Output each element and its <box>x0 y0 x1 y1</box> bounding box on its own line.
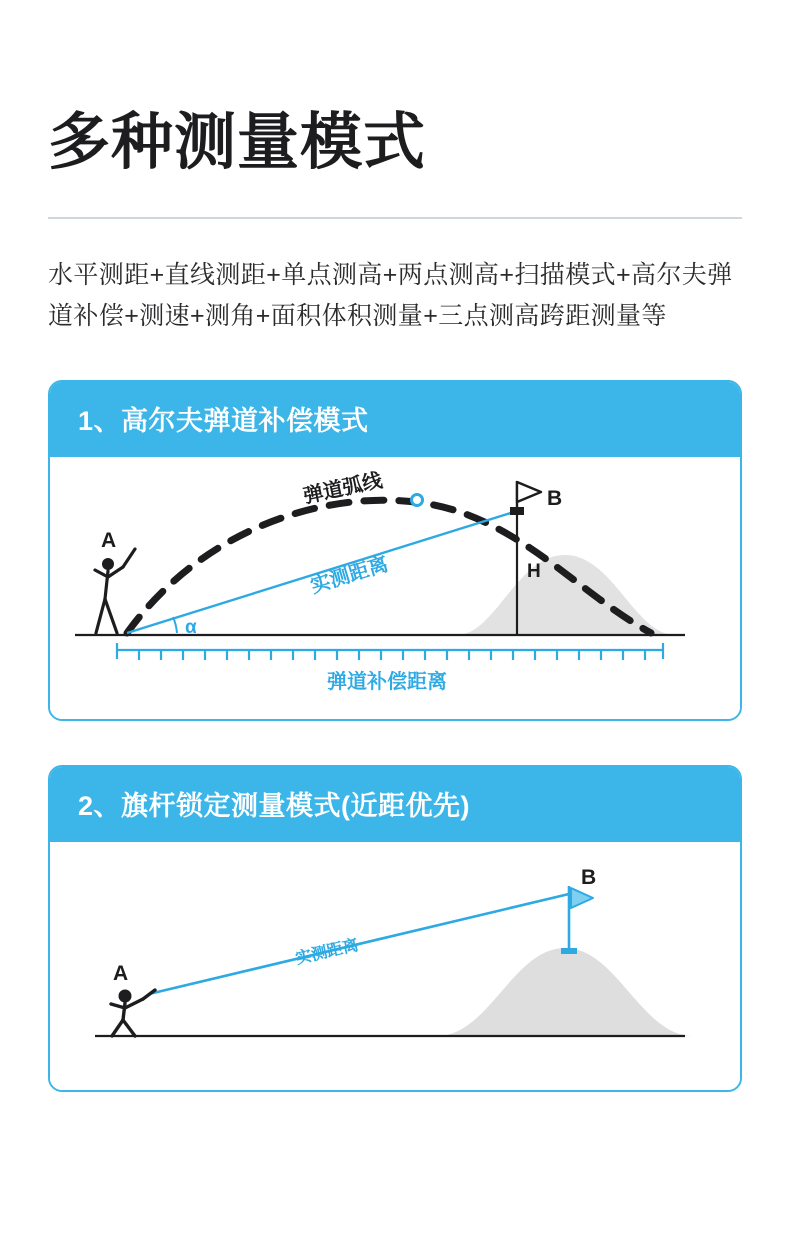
label-point-a-2: A <box>113 962 129 986</box>
flag-icon-b <box>510 481 541 515</box>
label-point-b-2: B <box>581 866 597 890</box>
mode-card-flag-lock <box>48 765 742 1092</box>
golf-ballistic-diagram <box>65 467 725 705</box>
label-measured-distance-1: 实测距离 <box>308 553 391 599</box>
arc-apex-marker <box>412 495 423 506</box>
mode-card-golf-ballistic <box>48 380 742 721</box>
label-point-b-1: B <box>547 487 563 511</box>
label-ballistic-arc: 弹道弧线 <box>301 470 385 509</box>
hill-shape <box>457 555 675 635</box>
angle-arc <box>173 617 177 633</box>
compensation-ruler <box>117 643 663 660</box>
hill-shape-2 <box>437 948 693 1036</box>
card-title-1: 1、高尔夫弹道补偿模式 <box>50 382 740 457</box>
card-title-2: 2、旗杆锁定测量模式(近距优先) <box>50 767 740 842</box>
title-divider <box>48 217 742 219</box>
label-height: H <box>527 561 541 583</box>
golfer-icon <box>95 549 135 633</box>
card-diagram-1 <box>50 457 740 719</box>
page-title: 多种测量模式 <box>48 108 427 177</box>
flag-icon-b-2 <box>561 886 593 954</box>
card-diagram-2 <box>50 842 740 1090</box>
feature-description: 水平测距+直线测距+单点测高+两点测高+扫描模式+高尔夫弹道补偿+测速+测角+面积体积测量+三点测高跨距测量等 <box>48 261 733 330</box>
label-measured-distance-2: 实测距离 <box>294 937 361 969</box>
label-angle: α <box>185 617 197 639</box>
label-point-a-1: A <box>101 529 117 553</box>
label-compensated-distance: 弹道补偿距离 <box>327 671 447 694</box>
measured-distance-line-2 <box>149 894 569 994</box>
flag-lock-diagram <box>85 856 705 1074</box>
golfer-icon-2 <box>111 990 155 1037</box>
